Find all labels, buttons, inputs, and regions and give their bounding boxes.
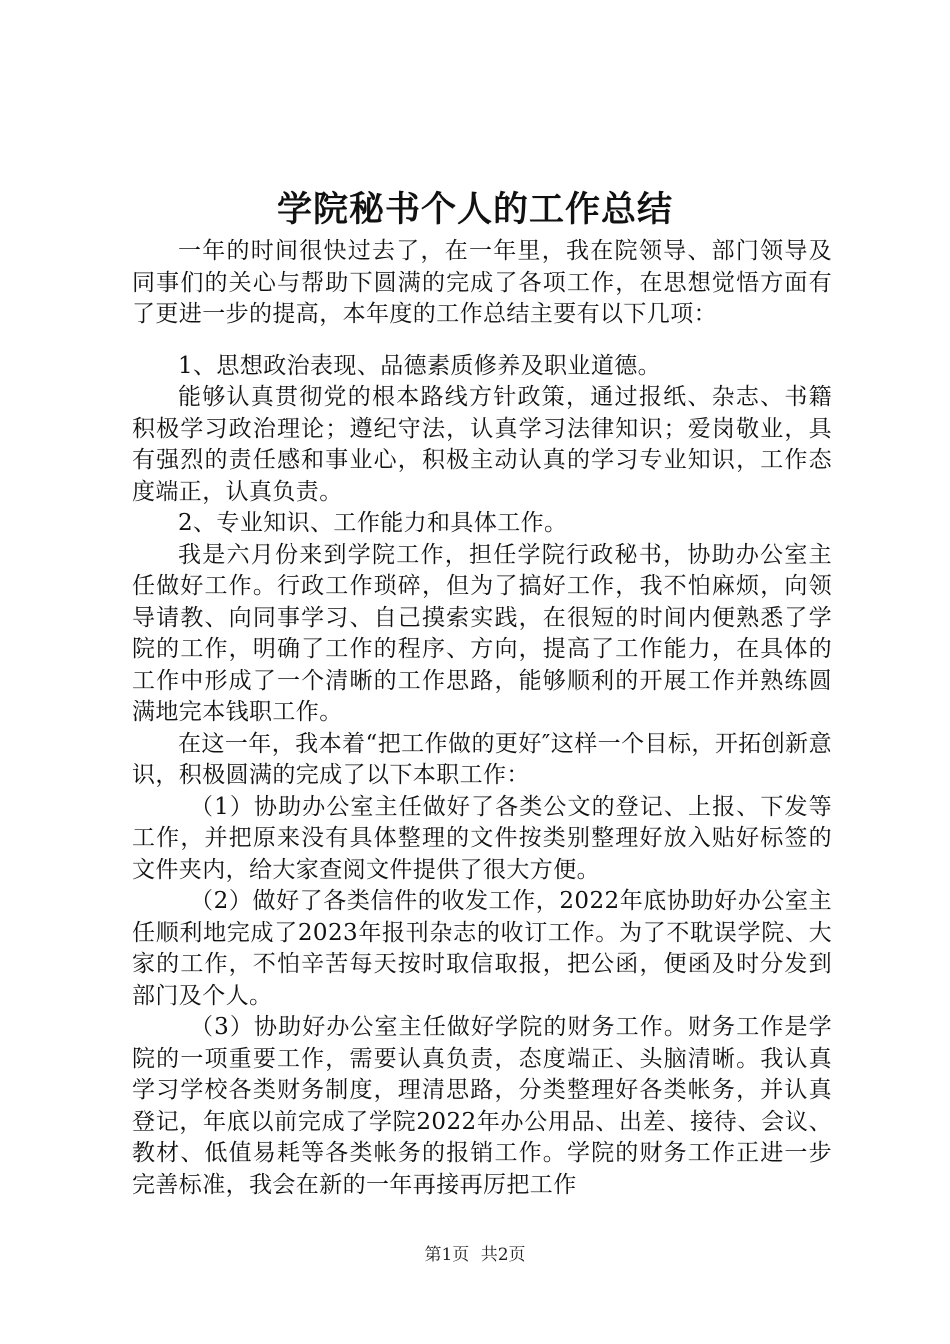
paragraph-work-ability: 我是六月份来到学院工作，担任学院行政秘书，协助办公室主任做好工作。行政工作琐碎，但为了搞好工作，我不怕麻烦，向领导请教、向同事学习、自己摸索实践，在很短的时间内便熟悉了学院的工作，明确了工作的程序、方向，提高了工作能力，在具体的工作中形成了一个清晰的工作思路，能够顺利的开展工作并熟练圆满地完本钱职工作。 — [132, 541, 832, 725]
section-heading-2: 2、专业知识、工作能力和具体工作。 — [178, 510, 568, 536]
page-number: 第1页 — [424, 1245, 470, 1265]
paragraph-political: 能够认真贯彻党的根本路线方针政策，通过报纸、杂志、书籍积极学习政治理论；遵纪守法，认真学习法律知识；爱岗敬业，具有强烈的责任感和事业心，积极主动认真的学习专业知识，工作态度端正，认真负责。 — [132, 384, 832, 505]
list-item-1: （1）协助办公室主任做好了各类公文的登记、上报、下发等工作，并把原来没有具体整理的文件按类别整理好放入贴好标签的文件夹内，给大家查阅文件提供了很大方便。 — [132, 793, 832, 883]
section-heading-1: 1、思想政治表现、品德素质修养及职业道德。 — [178, 352, 662, 379]
document-body — [132, 236, 832, 1201]
blank-line — [132, 331, 832, 351]
list-item-2: （2）做好了各类信件的收发工作，2022年底协助好办公室主任顺利地完成了2023年报刊杂志的收订工作。为了不耽误学院、大家的工作，不怕辛苦每天按时取信取报，把公函，便函及时分发到部门及个人。 — [132, 888, 832, 1009]
paragraph-year-goal: 在这一年，我本着“把工作做的更好″这样一个目标，开拓创新意识，积极圆满的完成了以下本职工作： — [132, 730, 832, 788]
page-total: 共2页 — [480, 1245, 526, 1265]
page-footer — [0, 1244, 950, 1266]
paragraph-intro: 一年的时间很快过去了，在一年里，我在院领导、部门领导及同事们的关心与帮助下圆满的完成了各项工作，在思想觉悟方面有了更进一步的提高，本年度的工作总结主要有以下几项： — [132, 238, 832, 327]
list-item-3: （3）协助好办公室主任做好学院的财务工作。财务工作是学院的一项重要工作，需要认真负责，态度端正、头脑清晰。我认真学习学校各类财务制度，理清思路，分类整理好各类帐务，并认真登记，年底以前完成了学院2022年办公用品、出差、接待、会议、教材、低值易耗等各类帐务的报销工作。学院的财务工作正进一步完善标准，我会在新的一年再接再厉把工作 — [132, 1014, 832, 1198]
document-title: 学院秘书个人的工作总结 — [276, 189, 673, 230]
